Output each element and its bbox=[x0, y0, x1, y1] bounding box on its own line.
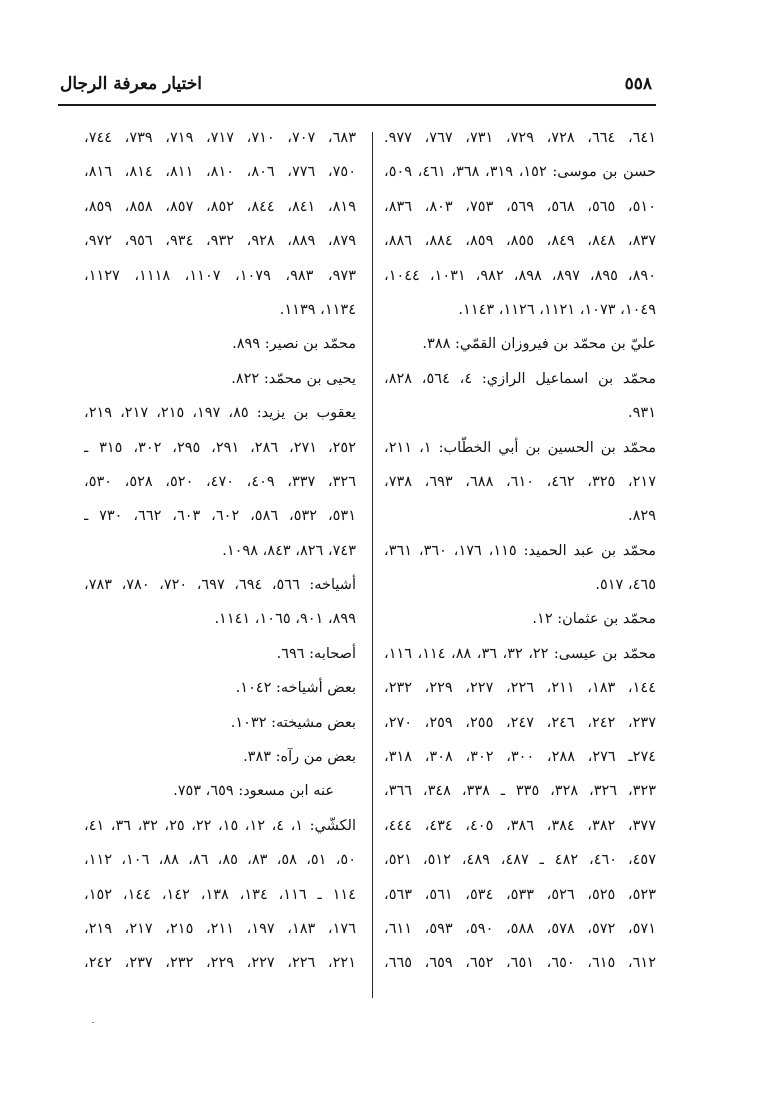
index-line: ٦٤١، ٦٦٤، ٧٢٨، ٧٢٩، ٧٣١، ٧٦٧، ٩٧٧. bbox=[384, 130, 656, 146]
index-line: ٩٧٣، ٩٨٣، ١٠٧٩، ١١٠٧، ١١١٨، ١١٢٧، bbox=[84, 267, 356, 284]
index-line: ٢٢١، ٢٢٦، ٢٢٧، ٢٢٩، ٢٣٢، ٢٣٧، ٢٤٢، bbox=[84, 955, 356, 972]
index-line: ٣٢٣، ٣٢٦، ٣٢٨، ٣٣٥ ـ ٣٣٨، ٣٤٨، ٣٦٦، bbox=[384, 783, 656, 800]
index-line: ٩٣١. bbox=[628, 405, 656, 422]
index-entry: محمّد بن اسماعيل الرازي: ٤، ٥٦٤، ٨٢٨، bbox=[384, 370, 656, 387]
book-title: اختيار معرفة الرجال bbox=[60, 74, 202, 94]
index-line: ٨٩٠، ٨٩٥، ٨٩٧، ٨٩٨، ٩٨٢، ١٠٣١، ١٠٤٤، bbox=[384, 267, 656, 284]
index-subentry: بعض مشيخته: ١٠٣٢. bbox=[230, 714, 356, 731]
index-entry: حسن بن موسى: ١٥٢، ٣١٩، ٣٦٨، ٤٦١، ٥٠٩، bbox=[384, 164, 656, 181]
index-line: ٨٢٩. bbox=[628, 508, 656, 525]
header-rule bbox=[58, 104, 656, 106]
index-entry: يعقوب بن يزيد: ٨٥، ١٩٧، ٢١٥، ٢١٧، ٢١٩، bbox=[84, 405, 356, 422]
index-line: ٥١٠، ٥٦٥، ٥٦٨، ٥٦٩، ٧٥٣، ٨٠٣، ٨٣٦، bbox=[384, 198, 656, 215]
column-divider bbox=[372, 132, 373, 998]
index-subentry: بعض من رآه: ٣٨٣. bbox=[243, 749, 356, 766]
running-head bbox=[58, 74, 654, 104]
index-entry: يحيى بن محمّد: ٨٢٢. bbox=[231, 370, 356, 387]
index-line: ١٠٤٩، ١٠٧٣، ١١٢١، ١١٢٦، ١١٤٣. bbox=[458, 301, 656, 318]
index-line: ٥٧١، ٥٧٢، ٥٧٨، ٥٨٨، ٥٩٠، ٥٩٣، ٦١١، bbox=[384, 920, 656, 937]
index-line: ٧٥٠، ٧٧٦، ٨٠٦، ٨١٠، ٨١١، ٨١٤، ٨١٦، bbox=[84, 164, 356, 181]
print-speck bbox=[92, 1022, 94, 1023]
index-entry: محمّد بن نصير: ٨٩٩. bbox=[232, 336, 356, 353]
index-subentry: عنه ابن مسعود: ٦٥٩، ٧٥٣. bbox=[173, 783, 334, 800]
index-line: ٦١٢، ٦١٥، ٦٥٠، ٦٥١، ٦٥٢، ٦٥٩، ٦٦٥، bbox=[384, 955, 656, 972]
index-line: ٦٨٣، ٧٠٧، ٧١٠، ٧١٧، ٧١٩، ٧٣٩، ٧٤٤، bbox=[84, 130, 356, 146]
page-number: ٥٥٨ bbox=[624, 74, 652, 94]
index-entry: محمّد بن الحسين بن أبي الخطّاب: ١، ٢١١، bbox=[384, 439, 656, 456]
index-line: ١٧٦، ١٨٣، ١٩٧، ٢١١، ٢١٥، ٢١٧، ٢١٩، bbox=[84, 920, 356, 937]
index-line: ٥٢٣، ٥٢٥، ٥٢٦، ٥٣٣، ٥٣٤، ٥٦١، ٥٦٣، bbox=[384, 886, 656, 903]
index-line: ١١٣٤، ١١٣٩. bbox=[279, 301, 356, 318]
index-subentry: أصحابه: ٦٩٦. bbox=[276, 645, 356, 662]
index-entry: محمّد بن عثمان: ١٢. bbox=[532, 611, 656, 628]
index-entry: عليّ بن محمّد بن فيروزان القمّي: ٣٨٨. bbox=[422, 336, 656, 353]
index-subentry: أشياخه: ٥٦٦، ٦٩٤، ٦٩٧، ٧٢٠، ٧٨٠، ٧٨٣، bbox=[84, 577, 356, 594]
index-line: ٢٣٧، ٢٤٢، ٢٤٦، ٢٤٧، ٢٥٥، ٢٥٩، ٢٧٠، bbox=[384, 714, 656, 731]
index-line: ٨١٩، ٨٤١، ٨٤٤، ٨٥٢، ٨٥٧، ٨٥٨، ٨٥٩، bbox=[84, 198, 356, 215]
index-line: ٨٣٧، ٨٤٨، ٨٤٩، ٨٥٥، ٨٥٩، ٨٨٤، ٨٨٦، bbox=[384, 233, 656, 250]
index-line: ٨٧٩، ٨٨٩، ٩٢٨، ٩٣٢، ٩٣٤، ٩٥٦، ٩٧٢، bbox=[84, 233, 356, 250]
index-subentry: بعض أشياخه: ١٠٤٢. bbox=[235, 680, 356, 697]
index-column-left bbox=[84, 121, 356, 1001]
index-column-right bbox=[384, 121, 656, 1001]
index-line: ٣٧٧، ٣٨٢، ٣٨٤، ٣٨٦، ٤٠٥، ٤٣٤، ٤٤٤، bbox=[384, 817, 656, 834]
index-line: ٥٠، ٥١، ٥٨، ٨٣، ٨٥، ٨٦، ٨٨، ١٠٦، ١١٢، bbox=[84, 852, 356, 869]
index-line: ٢٥٢، ٢٧١، ٢٨٦، ٢٩١، ٢٩٥، ٣٠٢، ٣١٥ ـ bbox=[84, 439, 356, 456]
index-line: ٤٦٥، ٥١٧. bbox=[595, 577, 656, 594]
index-line: ١١٤ ـ ١١٦، ١٣٤، ١٣٨، ١٤٢، ١٤٤، ١٥٢، bbox=[84, 886, 356, 903]
index-line: ٢١٧، ٣٢٥، ٤٦٢، ٦١٠، ٦٨٨، ٦٩٣، ٧٣٨، bbox=[384, 473, 656, 490]
index-line: ٣٢٦، ٣٣٧، ٤٠٩، ٤٧٠، ٥٢٠، ٥٢٨، ٥٣٠، bbox=[84, 473, 356, 490]
index-line: ٨٩٩، ٩٠١، ١٠٦٥، ١١٤١. bbox=[214, 611, 356, 628]
index-line: ٤٥٧، ٤٦٠، ٤٨٢ ـ ٤٨٧، ٤٨٩، ٥١٢، ٥٢١، bbox=[384, 852, 656, 869]
index-entry: محمّد بن عيسى: ٢٢، ٣٢، ٣٦، ٨٨، ١١٤، ١١٦، bbox=[384, 645, 656, 662]
index-line: ٢٧٤ـ ٢٧٦، ٢٨٨، ٣٠٠، ٣٠٢، ٣٠٨، ٣١٨، bbox=[384, 749, 656, 766]
index-entry: محمّد بن عبد الحميد: ١١٥، ١٧٦، ٣٦٠، ٣٦١، bbox=[384, 542, 656, 559]
index-subentry: الكشّي: ١، ٤، ١٢، ١٥، ٢٢، ٢٥، ٣٢، ٣٦، ٤١، bbox=[84, 817, 356, 834]
index-line: ٥٣١، ٥٣٢، ٥٨٦، ٦٠٢، ٦٠٣، ٦٦٢، ٧٣٠ ـ bbox=[84, 508, 356, 525]
index-line: ١٤٤، ١٨٣، ٢١١، ٢٢٦، ٢٢٧، ٢٢٩، ٢٣٢، bbox=[384, 680, 656, 697]
index-line: ٧٤٣، ٨٢٦، ٨٤٣، ١٠٩٨. bbox=[222, 542, 356, 559]
